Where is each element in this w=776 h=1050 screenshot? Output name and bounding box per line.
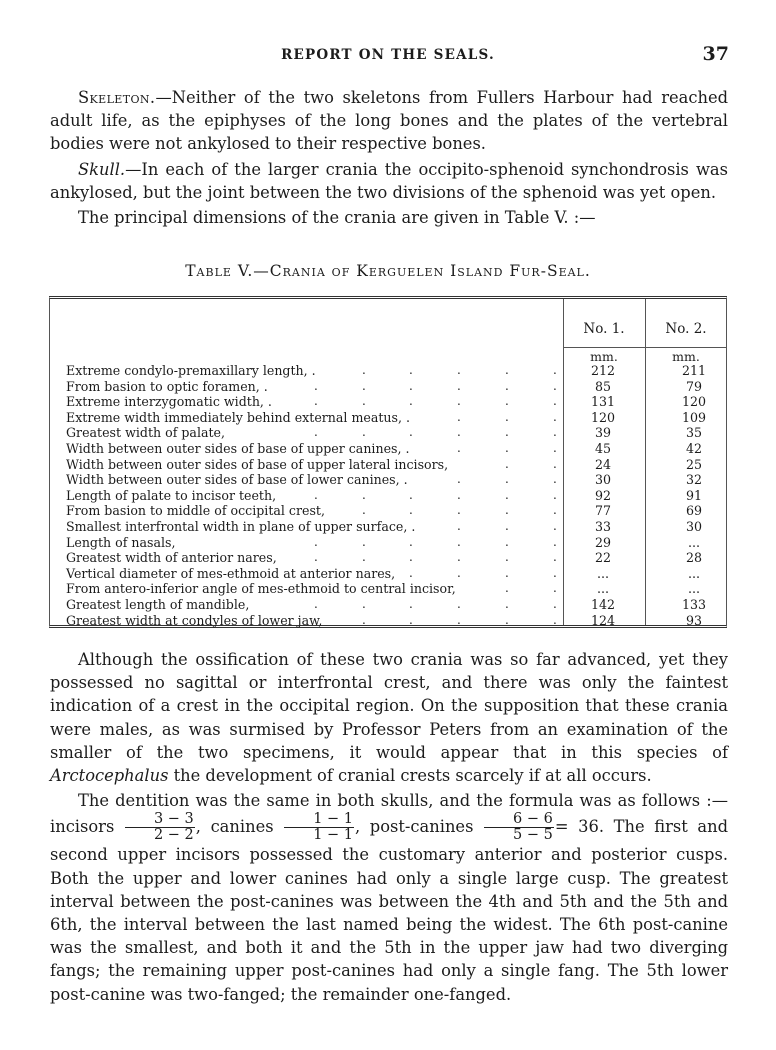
row-label: Extreme condylo-premaxillary length, .: [66, 363, 316, 378]
table-row: [66, 613, 726, 629]
para2-text-a: The dentition was the same in both skulls, and the formula was as follows :—incisors: [50, 791, 728, 837]
table-row: [66, 394, 726, 410]
incisors-numerator: 3 − 3: [125, 812, 195, 828]
canines-numerator: 1 − 1: [284, 812, 354, 828]
value-no2: ...: [687, 581, 700, 597]
incisors-fraction: [125, 812, 195, 843]
postcanines-fraction: [484, 812, 554, 843]
value-no1: 29: [594, 534, 612, 550]
intro-section: [50, 86, 728, 229]
leader-dots: . . . . .: [362, 612, 557, 627]
skull-heading: Skull.: [78, 159, 126, 179]
row-label: From antero-inferior angle of mes-ethmoid to central incisor,: [66, 581, 456, 597]
canines-fraction: [284, 812, 354, 843]
row-label: Greatest length of mandible,: [66, 596, 250, 612]
dimensions-table: [49, 296, 727, 628]
discussion-section: [50, 648, 728, 1006]
leader-dots: . . . . . .: [314, 378, 557, 393]
value-no1: ...: [596, 565, 609, 581]
table-row: [66, 535, 726, 551]
leader-dots: . .: [505, 456, 557, 471]
table-row: [66, 550, 726, 566]
value-no2: 69: [685, 503, 703, 519]
value-no1: 120: [590, 409, 616, 425]
para2-text-c: , post-canines: [355, 817, 474, 837]
table-row: [66, 581, 726, 597]
value-no2: 42: [685, 440, 703, 456]
value-no1: 131: [590, 394, 616, 410]
table-row: [66, 488, 726, 504]
para1-text-b: the development of cranial crests scarcely if at all occurs.: [168, 766, 652, 786]
leader-dots: . . . . . .: [314, 534, 557, 549]
value-no2: 35: [685, 425, 703, 441]
value-no1: 92: [594, 487, 612, 503]
table-intro: The principal dimensions of the crania are given in Table V. :—: [78, 208, 596, 228]
para1-text-a: Although the ossification of these two crania was so far advanced, yet they possessed no sagittal or interfrontal crest, and there was only the faintest indication of a crest in the occipital region. On the supposition that these crania were males, as was surmised by Professor Peters from an examination of the smaller of the two specimens, it would appear that in this species of: [50, 650, 728, 762]
table-row: [66, 441, 726, 457]
skeleton-text: —Neither of the two skeletons from Fullers Harbour had reached adult life, as the epiphyses of the long bones and the plates of the vertebral bodies were not ankylosed to their respective bones.: [50, 88, 728, 154]
value-no2: ...: [687, 534, 700, 550]
row-label: Greatest width of palate,: [66, 425, 225, 441]
column-header-no2: No. 2.: [665, 321, 707, 337]
leader-dots: . . . .: [409, 565, 557, 580]
genus-name: Arctocephalus: [50, 766, 169, 786]
leader-dots: . . .: [457, 409, 557, 424]
para2-text-d: = 36. The first and second upper incisors possessed the customary anterior and posterior cusps. Both the upper and lower canines had only a single large cusp. The greatest interval between the post-canines was between the 4th and 5th and the 5th and 6th, the interval between the last named being the widest. The 6th post-canine was the smallest, and both it and the 5th in the upper jaw had two diverging fangs; the remaining upper post-canines had only a single fang. The 5th lower post-canine was two-fanged; the remainder one-fanged.: [50, 817, 728, 1004]
para2-text-b: , canines: [195, 817, 274, 837]
postcanines-denominator: 5 − 5: [513, 827, 553, 844]
row-label: Length of palate to incisor teeth,: [66, 487, 277, 503]
value-no1: 85: [594, 378, 612, 394]
value-no2: 120: [681, 394, 707, 410]
table-row: [66, 425, 726, 441]
postcanines-numerator: 6 − 6: [484, 812, 554, 828]
row-label: Length of nasals,: [66, 534, 176, 550]
table-row: [66, 410, 726, 426]
value-no2: 28: [685, 550, 703, 566]
canines-denominator: 1 − 1: [313, 827, 354, 844]
row-label: Width between outer sides of base of upper lateral incisors,: [66, 456, 449, 472]
leader-dots: . . .: [457, 518, 557, 533]
value-no2: 109: [681, 409, 707, 425]
row-label: Greatest width at condyles of lower jaw,: [66, 612, 323, 628]
row-label: Width between outer sides of base of lower canines, .: [66, 472, 408, 488]
value-no2: 93: [685, 612, 703, 628]
table-row: [66, 379, 726, 395]
value-no1: 212: [590, 363, 616, 378]
row-label: Extreme interzygomatic width, .: [66, 394, 272, 410]
value-no2: 133: [681, 596, 707, 612]
value-no1: 124: [590, 612, 616, 628]
row-label: Width between outer sides of base of upper canines, .: [66, 440, 410, 456]
value-no2: 91: [685, 487, 703, 503]
incisors-denominator: 2 − 2: [153, 827, 194, 844]
leader-dots: . . . . . .: [314, 394, 557, 409]
row-label: Vertical diameter of mes-ethmoid at anterior nares,: [66, 565, 396, 581]
value-no1: 33: [594, 518, 612, 534]
skeleton-paragraph: [50, 86, 728, 156]
value-no2: 79: [685, 378, 703, 394]
table-row: [66, 597, 726, 613]
running-head: REPORT ON THE SEALS.: [281, 47, 495, 63]
row-label: Smallest interfrontal width in plane of upper surface, .: [66, 518, 416, 534]
leader-dots: . . . . . .: [314, 596, 557, 611]
table-row: [66, 363, 726, 379]
value-no1: 24: [594, 456, 612, 472]
table-row: [66, 503, 726, 519]
unit-no1: mm.: [590, 349, 618, 364]
table-row: [66, 566, 726, 582]
dentition-paragraph: [50, 789, 728, 1006]
value-no2: 30: [685, 518, 703, 534]
column-header-no1: No. 1.: [583, 321, 625, 337]
value-no2: 25: [685, 456, 703, 472]
leader-dots: . . . . . .: [314, 487, 557, 502]
skull-text: —In each of the larger crania the occipito-sphenoid synchondrosis was ankylosed, but the joint between the two divisions of the sphenoid was yet open.: [50, 159, 728, 202]
leader-dots: . . . . .: [362, 503, 557, 518]
table-row: [66, 472, 726, 488]
leader-dots: . . . . . .: [314, 425, 557, 440]
leader-dots: . . .: [457, 440, 557, 455]
value-no1: 22: [594, 550, 612, 566]
skeleton-heading: Skeleton.: [78, 88, 156, 107]
value-no1: 77: [594, 503, 612, 519]
table-row: [66, 457, 726, 473]
unit-no2: mm.: [672, 349, 700, 364]
value-no1: 142: [590, 596, 616, 612]
page-number: 37: [702, 43, 729, 65]
skull-paragraph: [50, 158, 728, 204]
leader-dots: . . . . .: [362, 363, 557, 377]
value-no2: ...: [687, 565, 700, 581]
row-label: From basion to optic foramen, .: [66, 378, 268, 394]
leader-dots: . . . . . .: [314, 550, 557, 565]
row-label: Extreme width immediately behind external meatus, .: [66, 409, 411, 425]
value-no1: 45: [594, 440, 612, 456]
leader-dots: . . .: [457, 472, 557, 487]
leader-dots: . .: [505, 581, 557, 596]
table-row: [66, 519, 726, 535]
value-no1: 30: [594, 472, 612, 488]
header-rule: [563, 347, 726, 348]
value-no2: 32: [685, 472, 703, 488]
value-no1: 39: [594, 425, 612, 441]
value-no2: 211: [681, 363, 707, 378]
row-label: From basion to middle of occipital crest,: [66, 503, 325, 519]
table-title: Table V.—Crania of Kerguelen Island Fur-Seal.: [185, 262, 591, 280]
row-label: Greatest width of anterior nares,: [66, 550, 277, 566]
table-rows: [66, 363, 726, 628]
value-no1: ...: [596, 581, 609, 597]
page-header: [0, 42, 776, 70]
ossification-paragraph: [50, 648, 728, 787]
